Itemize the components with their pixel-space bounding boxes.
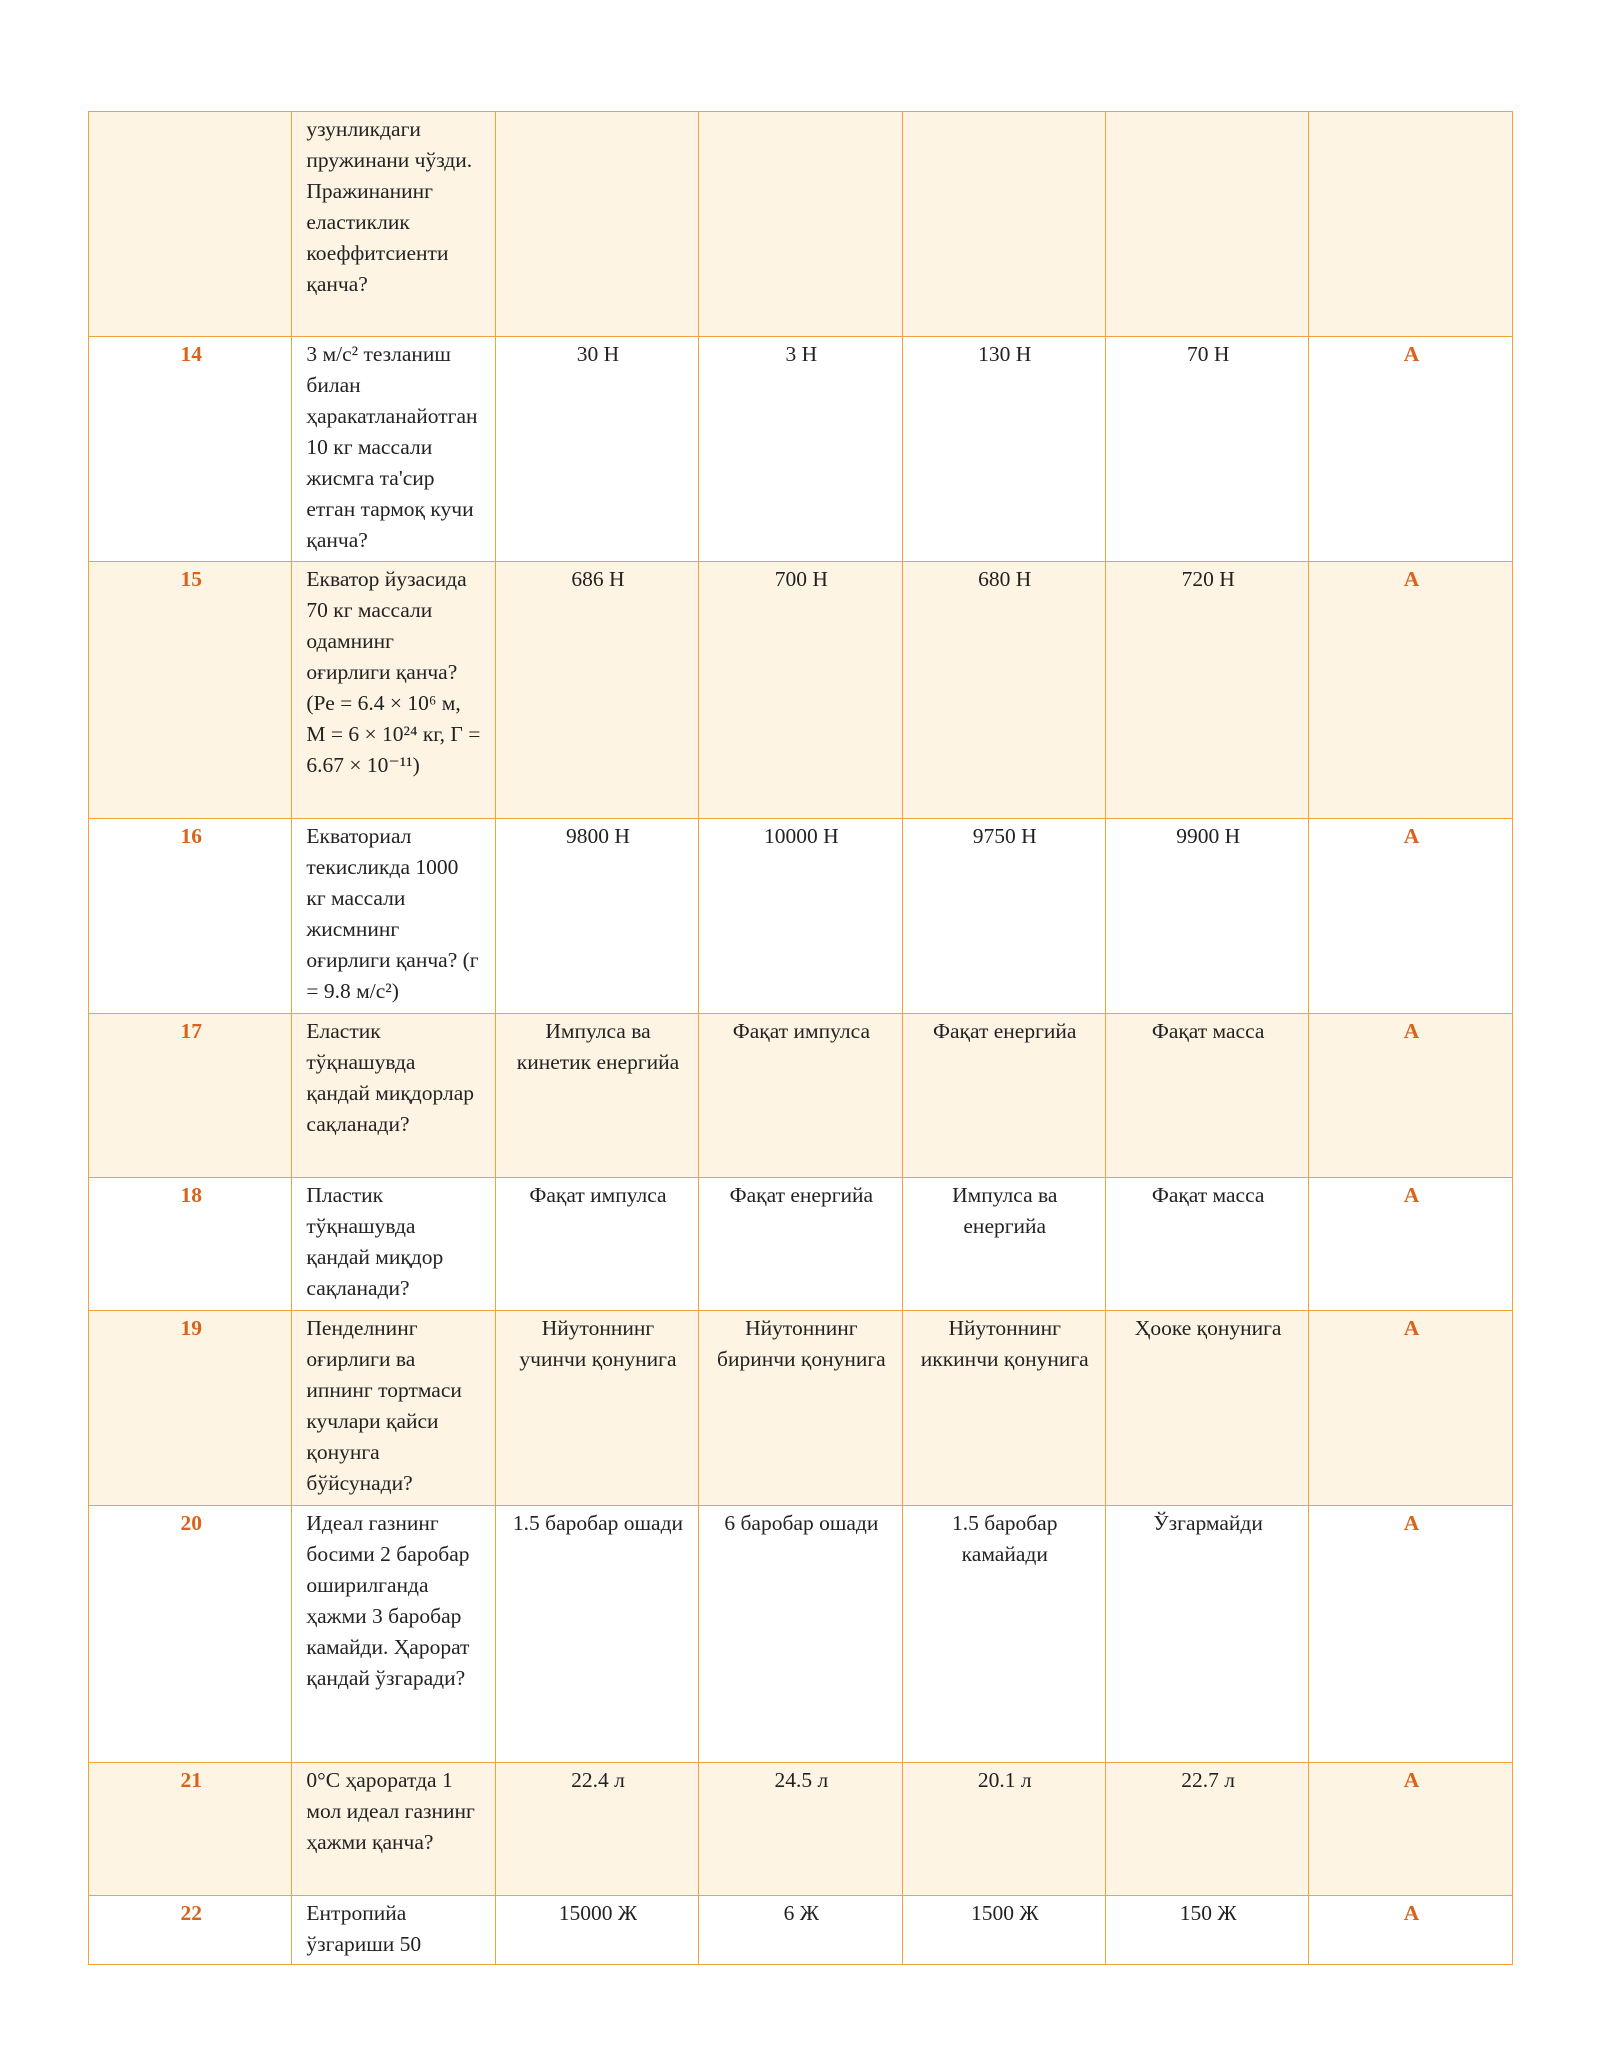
option-d: 720 Н: [1105, 562, 1308, 819]
table-row: [89, 1178, 1513, 1311]
question-number: 19: [89, 1311, 292, 1506]
option-b: 700 Н: [699, 562, 902, 819]
correct-answer: А: [1309, 1896, 1512, 1965]
option-c: Импулса ва енергийа: [902, 1178, 1105, 1311]
option-c: 1500 Ж: [902, 1896, 1105, 1965]
question-text: 3 м/с² тезланиш билан ҳаракатланайотган 10 кг массали жисмга та'сир етган тармоқ кучи қанча?: [292, 337, 495, 562]
table-row: [89, 562, 1513, 819]
table-row: [89, 1506, 1513, 1763]
question-number: [89, 112, 292, 337]
option-b: [699, 112, 902, 337]
option-a: [495, 112, 698, 337]
option-c: 130 Н: [902, 337, 1105, 562]
correct-answer: А: [1309, 1014, 1512, 1178]
option-b: Фақат енергийа: [699, 1178, 902, 1311]
option-a: 30 Н: [495, 337, 698, 562]
option-d: [1105, 112, 1308, 337]
question-text: Пластик тўқнашувда қандай миқдор сақланади?: [292, 1178, 495, 1311]
option-c: Нйутоннинг иккинчи қонунига: [902, 1311, 1105, 1506]
option-c: 680 Н: [902, 562, 1105, 819]
correct-answer: А: [1309, 1311, 1512, 1506]
correct-answer: А: [1309, 1178, 1512, 1311]
table-row: [89, 337, 1513, 562]
option-a: 9800 Н: [495, 819, 698, 1014]
question-number: 14: [89, 337, 292, 562]
option-d: Фақат масса: [1105, 1178, 1308, 1311]
question-number: 16: [89, 819, 292, 1014]
option-d: 22.7 л: [1105, 1763, 1308, 1896]
question-text: Екваториал текисликда 1000 кг массали жисмнинг оғирлиги қанча? (г = 9.8 м/с²): [292, 819, 495, 1014]
question-number: 15: [89, 562, 292, 819]
question-text: 0°С ҳароратда 1 мол идеал газнинг ҳажми қанча?: [292, 1763, 495, 1896]
option-a: 1.5 баробар ошади: [495, 1506, 698, 1763]
correct-answer: А: [1309, 562, 1512, 819]
question-number: 17: [89, 1014, 292, 1178]
option-c: [902, 112, 1105, 337]
option-a: Фақат импулса: [495, 1178, 698, 1311]
table-row: [89, 819, 1513, 1014]
option-a: Нйутоннинг учинчи қонунига: [495, 1311, 698, 1506]
question-number: 18: [89, 1178, 292, 1311]
correct-answer: А: [1309, 1763, 1512, 1896]
option-d: Ҳооке қонунига: [1105, 1311, 1308, 1506]
table-row: [89, 1014, 1513, 1178]
option-a: 15000 Ж: [495, 1896, 698, 1965]
question-text: Еластик тўқнашувда қандай миқдорлар сақланади?: [292, 1014, 495, 1178]
question-number: 22: [89, 1896, 292, 1965]
option-d: Ўзгармайди: [1105, 1506, 1308, 1763]
option-b: 10000 Н: [699, 819, 902, 1014]
question-text: Идеал газнинг босими 2 баробар оширилганда ҳажми 3 баробар камайди. Ҳарорат қандай ўзгаради?: [292, 1506, 495, 1763]
option-a: 22.4 л: [495, 1763, 698, 1896]
quiz-table: [88, 111, 1513, 1965]
table-row: [89, 1763, 1513, 1896]
question-number: 21: [89, 1763, 292, 1896]
question-text: Пенделнинг оғирлиги ва ипнинг тортмаси кучлари қайси қонунга бўйсунади?: [292, 1311, 495, 1506]
option-c: 1.5 баробар камайади: [902, 1506, 1105, 1763]
correct-answer: [1309, 112, 1512, 337]
question-text: Ентропийа ўзгариши 50: [292, 1896, 495, 1965]
question-number: 20: [89, 1506, 292, 1763]
option-d: 150 Ж: [1105, 1896, 1308, 1965]
option-b: 6 баробар ошади: [699, 1506, 902, 1763]
option-b: Нйутоннинг биринчи қонунига: [699, 1311, 902, 1506]
option-c: 20.1 л: [902, 1763, 1105, 1896]
correct-answer: А: [1309, 337, 1512, 562]
table-row: [89, 1896, 1513, 1965]
option-c: 9750 Н: [902, 819, 1105, 1014]
question-text: Екватор йузасида 70 кг массали одамнинг оғирлиги қанча? (Ре = 6.4 × 10⁶ м, М = 6 × 10²⁴ кг, Г = 6.67 × 10⁻¹¹): [292, 562, 495, 819]
correct-answer: А: [1309, 1506, 1512, 1763]
option-a: 686 Н: [495, 562, 698, 819]
option-d: Фақат масса: [1105, 1014, 1308, 1178]
correct-answer: А: [1309, 819, 1512, 1014]
option-d: 70 Н: [1105, 337, 1308, 562]
question-text: узунликдаги пружинани чўзди. Пражинанинг еластиклик коеффитсиенти қанча?: [292, 112, 495, 337]
option-b: 3 Н: [699, 337, 902, 562]
option-c: Фақат енергийа: [902, 1014, 1105, 1178]
option-b: 24.5 л: [699, 1763, 902, 1896]
option-b: Фақат импулса: [699, 1014, 902, 1178]
table-row: [89, 1311, 1513, 1506]
table-row: [89, 112, 1513, 337]
option-a: Импулса ва кинетик енергийа: [495, 1014, 698, 1178]
option-b: 6 Ж: [699, 1896, 902, 1965]
option-d: 9900 Н: [1105, 819, 1308, 1014]
